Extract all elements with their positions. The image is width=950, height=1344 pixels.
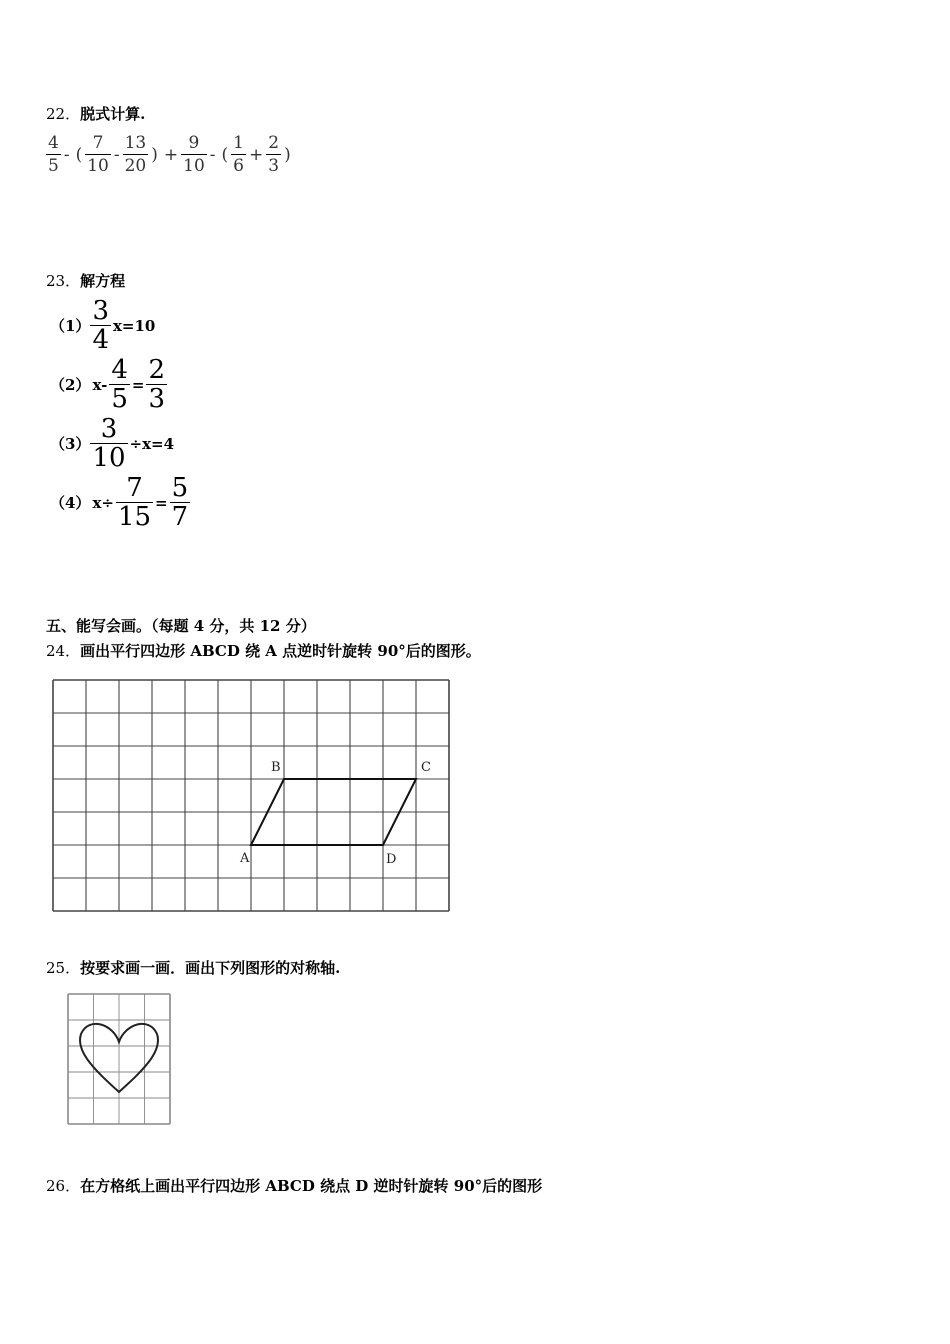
fraction bbox=[116, 475, 153, 530]
q26-title bbox=[46, 1175, 542, 1196]
fraction bbox=[123, 135, 149, 175]
equation-label: （3） bbox=[50, 435, 91, 453]
fraction bbox=[266, 135, 281, 175]
denominator: 3 bbox=[148, 384, 166, 414]
numerator: 3 bbox=[92, 296, 109, 326]
equation-1 bbox=[50, 298, 157, 353]
numerator: 5 bbox=[171, 473, 189, 503]
q22-text: 脱式计算. bbox=[80, 105, 146, 123]
denominator: 10 bbox=[92, 443, 126, 473]
denominator: 20 bbox=[124, 156, 147, 176]
numerator: 9 bbox=[181, 135, 207, 155]
equation-2 bbox=[50, 357, 167, 412]
operator: + bbox=[163, 145, 179, 165]
equation-text: = bbox=[155, 493, 168, 512]
operator: - bbox=[63, 145, 70, 165]
equation-text: ÷x=4 bbox=[129, 434, 175, 453]
fraction bbox=[231, 135, 246, 175]
q24-number: 24． bbox=[46, 642, 81, 660]
numerator: 2 bbox=[268, 133, 280, 153]
section-5-heading: 五、能写会画。（每题 4 分，共 12 分） bbox=[46, 617, 316, 635]
equation-label: （4） bbox=[50, 494, 91, 512]
numerator: 4 bbox=[48, 133, 59, 153]
q25-title bbox=[46, 957, 340, 978]
equation-text: x- bbox=[92, 375, 108, 394]
operator: ) bbox=[284, 145, 291, 165]
q25-text: 按要求画一画．画出下列图形的对称轴. bbox=[80, 959, 341, 977]
denominator: 7 bbox=[171, 502, 189, 532]
denominator: 10 bbox=[87, 156, 109, 176]
q24-title bbox=[46, 640, 481, 661]
numerator: 7 bbox=[116, 475, 153, 503]
q23-text: 解方程 bbox=[80, 272, 126, 290]
denominator: 10 bbox=[183, 156, 205, 176]
q23-title bbox=[46, 270, 125, 291]
fraction bbox=[146, 357, 167, 412]
q22-number: 22． bbox=[46, 105, 81, 123]
denominator: 3 bbox=[268, 156, 280, 176]
equation-label: （2） bbox=[50, 376, 91, 394]
q25-heart-figure bbox=[64, 990, 176, 1130]
fraction bbox=[90, 298, 111, 353]
equation-text: x÷ bbox=[92, 493, 114, 512]
vertex-label-d: D bbox=[386, 852, 397, 867]
fraction bbox=[181, 135, 207, 175]
operator: ) bbox=[151, 145, 158, 165]
q24-grid-figure bbox=[48, 676, 458, 912]
q23-number: 23． bbox=[46, 272, 81, 290]
numerator: 3 bbox=[90, 416, 127, 444]
numerator: 13 bbox=[124, 133, 147, 153]
operator: - bbox=[113, 145, 120, 165]
vertex-label-c: C bbox=[421, 760, 431, 775]
numerator: 2 bbox=[148, 355, 166, 385]
q22-title bbox=[46, 103, 145, 124]
fraction bbox=[90, 416, 127, 471]
fraction bbox=[46, 135, 61, 175]
q25-number: 25． bbox=[46, 959, 81, 977]
operator: ( bbox=[221, 145, 229, 165]
equation-3 bbox=[50, 416, 176, 471]
vertex-label-a: A bbox=[240, 851, 250, 866]
denominator: 5 bbox=[48, 156, 59, 176]
fraction bbox=[170, 475, 191, 530]
denominator: 6 bbox=[233, 156, 244, 176]
denominator: 4 bbox=[92, 325, 109, 355]
operator: + bbox=[249, 145, 264, 165]
numerator: 1 bbox=[233, 133, 244, 153]
denominator: 5 bbox=[111, 384, 128, 414]
equation-label: （1） bbox=[50, 317, 91, 335]
q26-number: 26． bbox=[46, 1177, 81, 1195]
numerator: 4 bbox=[111, 355, 128, 385]
equation-text: x=10 bbox=[112, 316, 156, 335]
q24-text: 画出平行四边形 ABCD 绕 A 点逆时针旋转 90°后的图形。 bbox=[80, 642, 481, 660]
q22-expression bbox=[46, 135, 294, 175]
denominator: 15 bbox=[117, 502, 152, 532]
q26-text: 在方格纸上画出平行四边形 ABCD 绕点 D 逆时针旋转 90°后的图形 bbox=[80, 1177, 543, 1195]
numerator: 7 bbox=[85, 135, 111, 155]
operator: ( bbox=[75, 145, 83, 165]
equation-4 bbox=[50, 475, 190, 530]
operator: - bbox=[209, 145, 216, 165]
equation-text: = bbox=[131, 375, 145, 394]
fraction bbox=[85, 135, 111, 175]
fraction bbox=[109, 357, 130, 412]
vertex-label-b: B bbox=[271, 760, 281, 775]
